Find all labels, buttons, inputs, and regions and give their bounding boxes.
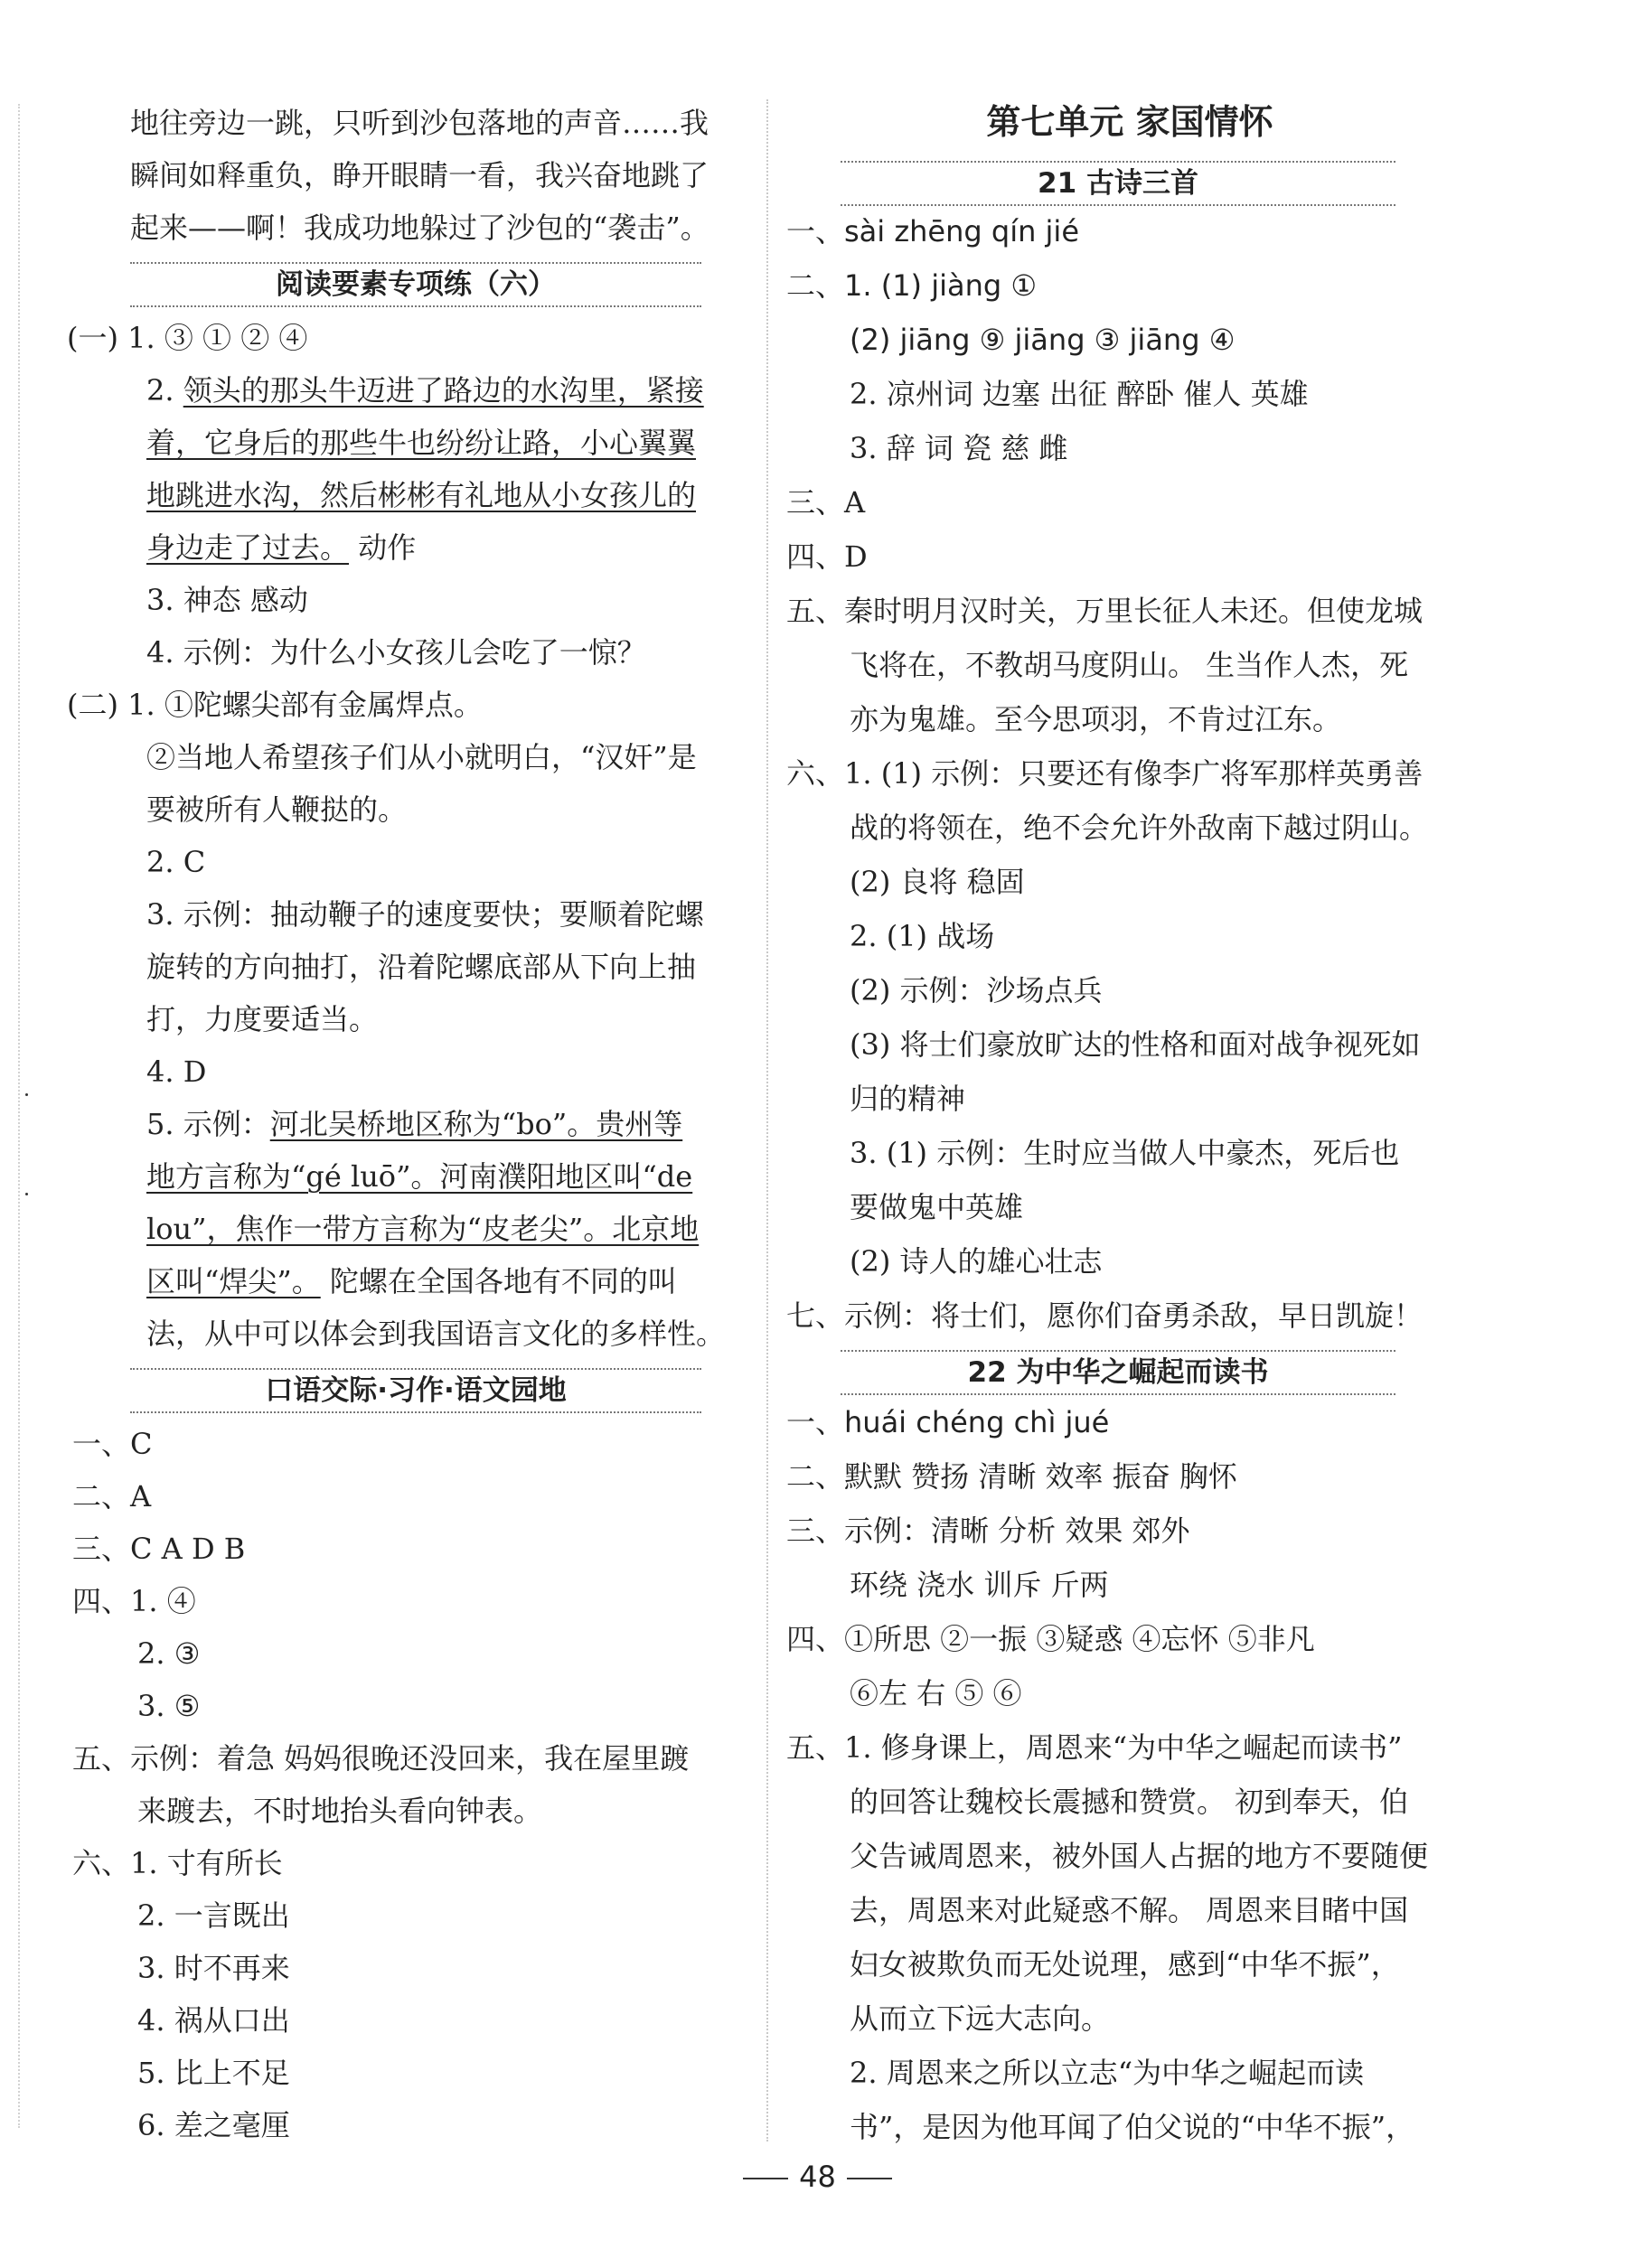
answer-line: 3. 神态 感动 (146, 583, 308, 617)
answer-line: 地方言称为“gé luō”。河南濮阳地区叫“de (146, 1159, 693, 1194)
answer-line: 3. 辞 词 瓷 慈 雌 (850, 431, 1068, 465)
section-title: 阅读要素专项练（六） (276, 268, 556, 301)
section-rule (841, 1393, 1395, 1395)
answer-line: 3. (1) 示例：生时应当做人中豪杰，死后也 (850, 1136, 1400, 1170)
answer-line: 六、1. 寸有所长 (72, 1846, 283, 1880)
answer-line: 着，它身后的那些牛也纷纷让路，小心翼翼 (146, 426, 697, 460)
answer-line: 书”，是因为他耳闻了伯父说的“中华不振”， (850, 2110, 1415, 2144)
answer-line: 法，从中可以体会到我国语言文化的多样性。 (146, 1317, 726, 1351)
answer-line: 三、C A D B (72, 1532, 246, 1566)
answer-line: 三、示例：清晰 分析 效果 郊外 (786, 1514, 1190, 1548)
answer-line: (2) jiāng ⑨ jiāng ③ jiāng ④ (850, 323, 1236, 357)
answer-line: 从而立下远大志向。 (850, 2001, 1111, 2036)
answer-line: 二、A (72, 1479, 152, 1514)
answer-line: 归的精神 (850, 1082, 966, 1116)
answer-line: 2. ③ (137, 1636, 201, 1671)
answer-line: 地跳进水沟，然后彬彬有礼地从小女孩儿的 (146, 478, 697, 512)
answer-line: 来踱去，不时地抬头看向钟表。 (137, 1794, 543, 1828)
answer-line: 二、1. (1) jiàng ① (786, 268, 1038, 303)
answer-line: 一、sài zhēng qín jié (786, 214, 1080, 248)
answer-line: 5. 比上不足 (137, 2056, 290, 2090)
section-rule (130, 305, 701, 307)
answer-line: 4. D (146, 1054, 207, 1089)
margin-line (18, 104, 20, 2128)
answer-line: 3. 时不再来 (137, 1951, 290, 1985)
page-number: 48 (0, 2160, 1635, 2194)
intro-line: 地往旁边一跳，只听到沙包落地的声音……我 (130, 106, 709, 140)
answer-line: 2. 凉州词 边塞 出征 醉卧 催人 英雄 (850, 377, 1309, 411)
answer-line: 3. ⑤ (137, 1689, 201, 1723)
answer-line: 旋转的方向抽打，沿着陀螺底部从下向上抽 (146, 950, 697, 984)
answer-line: (一) 1. ③ ① ② ④ (67, 321, 308, 355)
answer-line: 2. 一言既出 (137, 1898, 290, 1933)
answer-line: 三、A (786, 485, 866, 520)
answer-line: (2) 示例：沙场点兵 (850, 973, 1103, 1007)
answer-line: 2. (1) 战场 (850, 919, 995, 953)
answer-line: ⑥左 右 ⑤ ⑥ (850, 1676, 1022, 1710)
answer-line: 战的将领在，绝不会允许外敌南下越过阴山。 (850, 811, 1429, 845)
unit-title: 第七单元 家国情怀 (986, 102, 1273, 142)
lesson-title: 21 古诗三首 (1038, 167, 1198, 200)
answer-line: lou”，焦作一带方言称为“皮老尖”。北京地 (146, 1212, 700, 1246)
answer-line: 要被所有人鞭挞的。 (146, 792, 408, 827)
answer-line: 五、秦时明月汉时关，万里长征人未还。但使龙城 (786, 594, 1424, 628)
lesson-title: 22 为中华之崛起而读书 (967, 1356, 1269, 1389)
answer-line: 的回答让魏校长震撼和赞赏。 初到奉天，伯 (850, 1785, 1409, 1819)
answer-line: 飞将在，不教胡马度阴山。 生当作人杰，死 (850, 648, 1409, 682)
answer-line: 亦为鬼雄。至今思项羽，不肯过江东。 (850, 702, 1342, 736)
answer-line: 环绕 浇水 训斥 斤两 (850, 1568, 1109, 1602)
section-rule (841, 204, 1395, 206)
answer-line: 5. 示例：河北吴桥地区称为“bo”。贵州等 (146, 1107, 683, 1141)
answer-line: 去，周恩来对此疑惑不解。 周恩来目睹中国 (850, 1893, 1409, 1927)
answer-line: (2) 良将 稳固 (850, 865, 1025, 899)
answer-line: 二、默默 赞扬 清晰 效率 振奋 胸怀 (786, 1459, 1237, 1494)
section-title: 口语交际·习作·语文园地 (265, 1374, 567, 1407)
answer-line: 2. C (146, 845, 206, 879)
intro-line: 瞬间如释重负，睁开眼睛一看，我兴奋地跳了 (130, 158, 709, 192)
answer-line: 七、示例：将士们，愿你们奋勇杀敌，早日凯旋！ (786, 1298, 1424, 1333)
answer-line: 一、huái chéng chì jué (786, 1405, 1110, 1439)
answer-line: (二) 1. ①陀螺尖部有金属焊点。 (67, 688, 483, 722)
margin-mark (25, 1093, 28, 1096)
answer-line: 四、1. ④ (72, 1584, 196, 1618)
answer-line: 四、D (786, 539, 868, 574)
section-rule (130, 1411, 701, 1413)
answer-line: 六、1. (1) 示例：只要还有像李广将军那样英勇善 (786, 756, 1424, 791)
answer-line: 一、C (72, 1427, 153, 1461)
answer-line: 五、1. 修身课上，周恩来“为中华之崛起而读书” (786, 1730, 1403, 1765)
answer-line: 2. 领头的那头牛迈进了路边的水沟里，紧接 (146, 373, 704, 408)
column-divider (766, 99, 768, 2141)
answer-line: (3) 将士们豪放旷达的性格和面对战争视死如 (850, 1027, 1421, 1062)
answer-line: (2) 诗人的雄心壮志 (850, 1244, 1103, 1279)
margin-mark (25, 1193, 28, 1195)
answer-line: ②当地人希望孩子们从小就明白，“汉奸”是 (146, 740, 697, 774)
intro-line: 起来——啊！我成功地躲过了沙包的“袭击”。 (130, 211, 709, 245)
answer-line: 6. 差之毫厘 (137, 2108, 290, 2142)
answer-line: 打，力度要适当。 (146, 1002, 379, 1036)
answer-line: 4. 示例：为什么小女孩儿会吃了一惊？ (146, 635, 646, 670)
answer-line: 要做鬼中英雄 (850, 1190, 1024, 1224)
answer-line: 3. 示例：抽动鞭子的速度要快；要顺着陀螺 (146, 897, 704, 932)
answer-line: 父告诫周恩来，被外国人占据的地方不要随便 (850, 1839, 1429, 1873)
answer-line: 妇女被欺负而无处说理，感到“中华不振”， (850, 1947, 1400, 1982)
answer-line: 区叫“焊尖”。 陀螺在全国各地有不同的叫 (146, 1264, 677, 1298)
answer-line: 4. 祸从口出 (137, 2003, 290, 2038)
answer-line: 2. 周恩来之所以立志“为中华之崛起而读 (850, 2056, 1365, 2090)
answer-line: 四、①所思 ②一振 ③疑惑 ④忘怀 ⑤非凡 (786, 1622, 1315, 1656)
answer-line: 身边走了过去。 动作 (146, 530, 417, 565)
answer-line: 五、示例：着急 妈妈很晚还没回来，我在屋里踱 (72, 1741, 690, 1776)
